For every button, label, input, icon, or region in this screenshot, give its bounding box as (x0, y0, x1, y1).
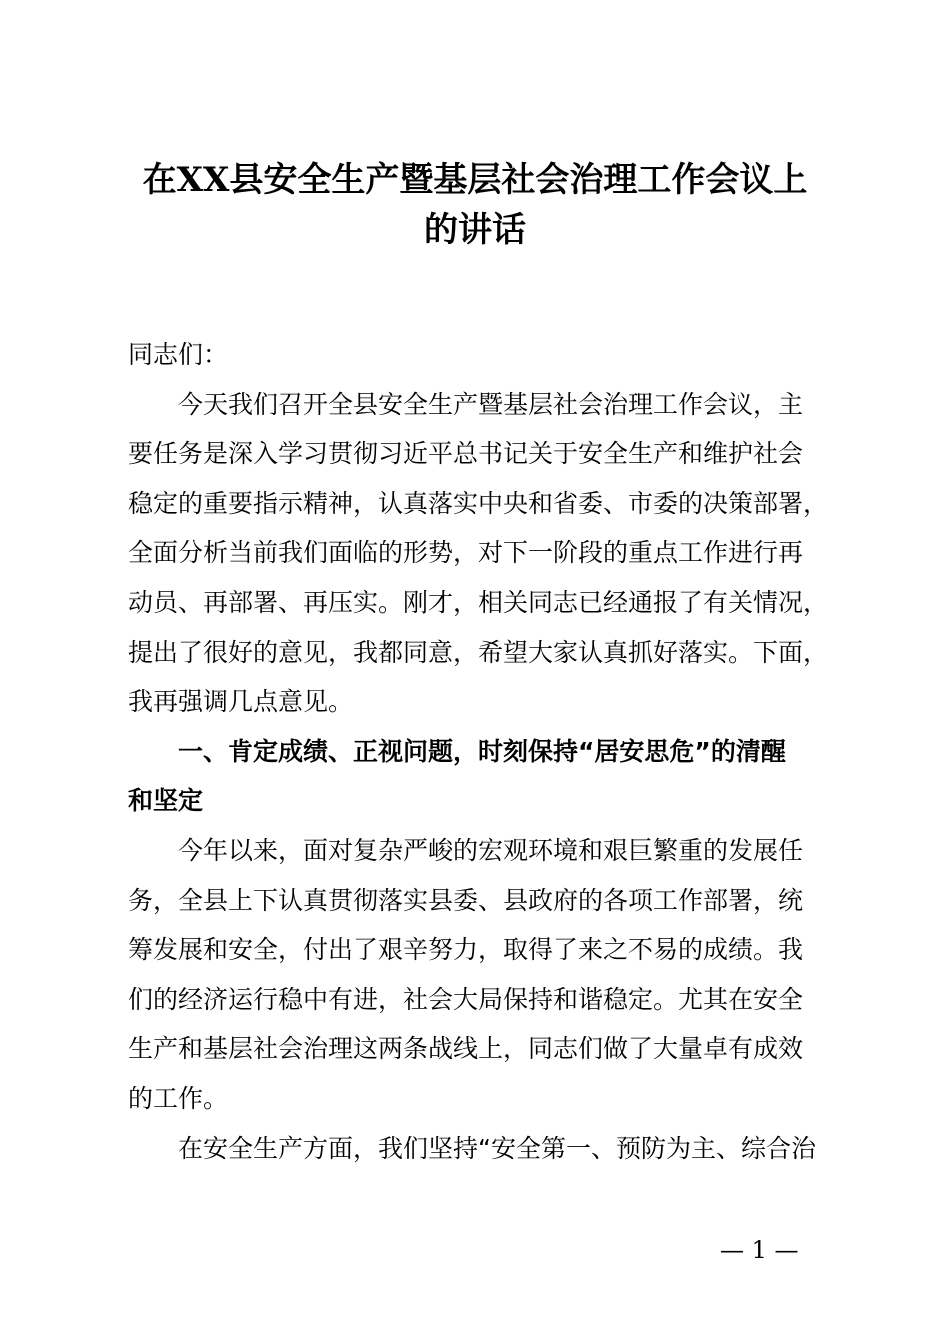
paragraph-line: 们的经济运行稳中有进，社会大局保持和谐稳定。尤其在安全 (128, 985, 804, 1014)
paragraph-line: 我再强调几点意见。 (128, 687, 354, 716)
paragraph-line: 要任务是深入学习贯彻习近平总书记关于安全生产和维护社会 (128, 439, 804, 468)
paragraph-line: 稳定的重要指示精神，认真落实中央和省委、市委的决策部署， (128, 489, 829, 518)
paragraph-line: 全面分析当前我们面临的形势，对下一阶段的重点工作进行再 (128, 538, 804, 567)
paragraph-line: 动员、再部署、再压实。刚才，相关同志已经通报了有关情况， (128, 588, 829, 617)
section-heading-line: 一、肯定成绩、正视问题，时刻保持“居安思危”的清醒 (178, 737, 786, 766)
paragraph-line: 筹发展和安全，付出了艰辛努力，取得了来之不易的成绩。我 (128, 935, 804, 964)
paragraph-line: 务，全县上下认真贯彻落实县委、县政府的各项工作部署，统 (128, 886, 804, 915)
paragraph-line: 今年以来，面对复杂严峻的宏观环境和艰巨繁重的发展任 (178, 836, 804, 865)
paragraph-line: 同志们： (128, 340, 229, 369)
page-number: — 1 — (720, 1236, 799, 1264)
document-title-line-2: 的讲话 (424, 210, 526, 250)
paragraph-line: 在安全生产方面，我们坚持“安全第一、预防为主、综合治 (178, 1134, 816, 1163)
paragraph-line: 生产和基层社会治理这两条战线上，同志们做了大量卓有成效 (128, 1034, 804, 1063)
paragraph-line: 今天我们召开全县安全生产暨基层社会治理工作会议，主 (178, 390, 804, 419)
paragraph-line: 提出了很好的意见，我都同意，希望大家认真抓好落实。下面， (128, 638, 829, 667)
paragraph-line: 的工作。 (128, 1084, 229, 1113)
section-heading-line: 和坚定 (128, 786, 204, 815)
document-title-line-1: 在XX县安全生产暨基层社会治理工作会议上 (142, 160, 808, 200)
